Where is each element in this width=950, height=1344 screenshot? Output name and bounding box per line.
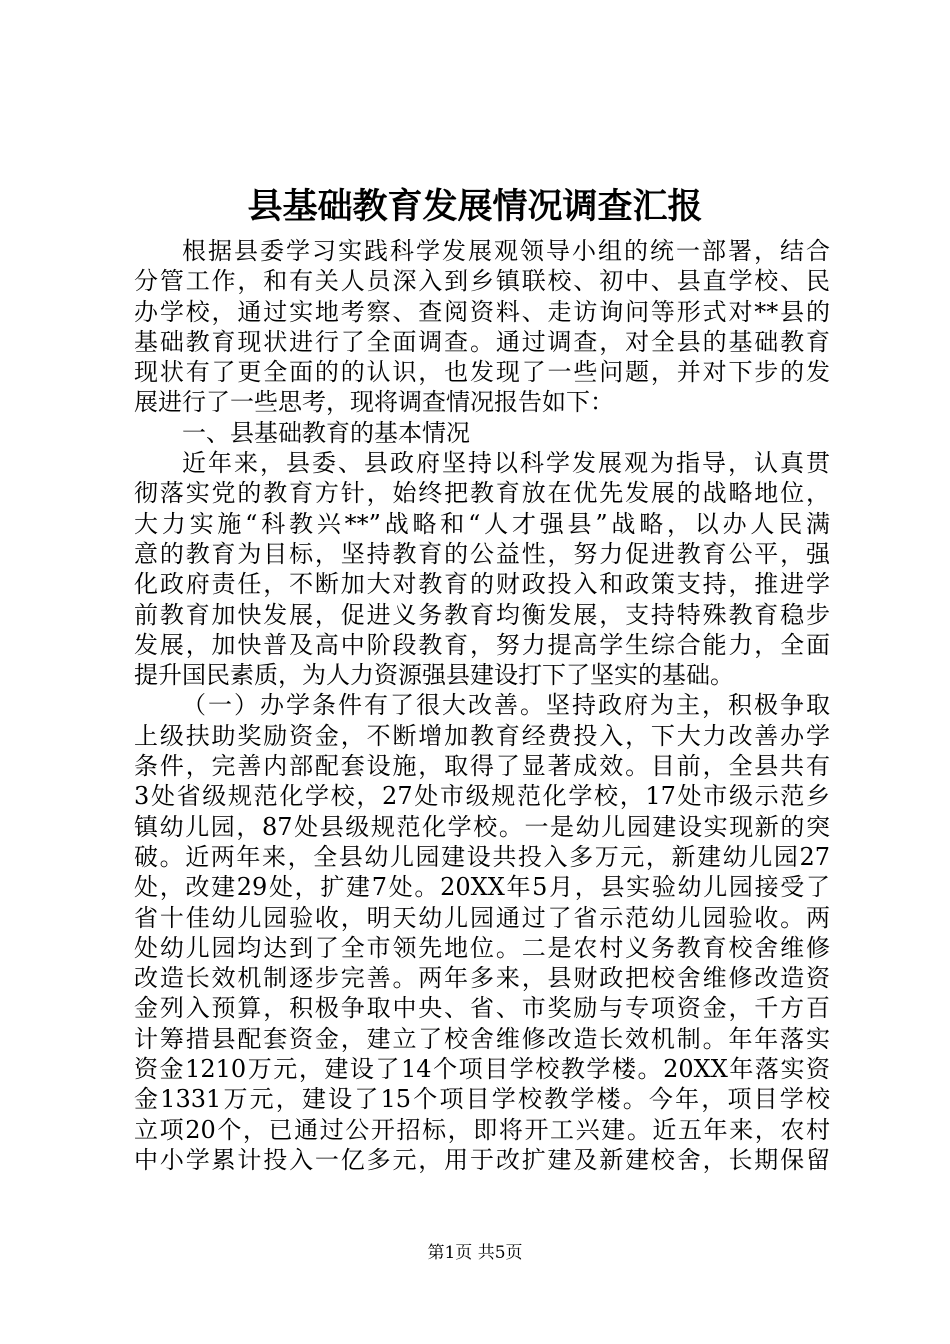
- text-line: 省十佳幼儿园验收，明天幼儿园通过了省示范幼儿园验收。两: [134, 903, 830, 932]
- text-line: 上级扶助奖励资金，不断增加教育经费投入，下大力改善办学: [134, 721, 830, 750]
- text-line: 金列入预算，积极争取中央、省、市奖励与专项资金，千方百: [134, 994, 830, 1023]
- text-line: 意的教育为目标，坚持教育的公益性，努力促进教育公平，强: [134, 539, 830, 568]
- text-line: 基础教育现状进行了全面调查。通过调查，对全县的基础教育: [134, 327, 830, 356]
- text-line: 资金1210万元，建设了14个项目学校教学楼。20XX年落实资: [134, 1055, 830, 1084]
- text-line: 3处省级规范化学校，27处市级规范化学校，17处市级示范乡: [134, 782, 830, 811]
- text-line: 现状有了更全面的的认识，也发现了一些问题，并对下步的发: [134, 358, 830, 387]
- page-footer: 第1页 共5页: [427, 1243, 523, 1263]
- text-line: 大力实施“科教兴**”战略和“人才强县”战略，以办人民满: [134, 509, 830, 538]
- text-line: 前教育加快发展，促进义务教育均衡发展，支持特殊教育稳步: [134, 600, 830, 629]
- text-line: 展进行了一些思考，现将调查情况报告如下：: [134, 388, 614, 417]
- text-line: 条件，完善内部配套设施，取得了显著成效。目前，全县共有: [134, 752, 830, 781]
- text-line: 改造长效机制逐步完善。两年多来，县财政把校舍维修改造资: [134, 964, 830, 993]
- text-line: 破。近两年来，全县幼儿园建设共投入多万元，新建幼儿园27: [134, 842, 830, 871]
- text-line: 提升国民素质，为人力资源强县建设打下了坚实的基础。: [134, 661, 734, 690]
- text-line: 近年来，县委、县政府坚持以科学发展观为指导，认真贯: [182, 449, 830, 478]
- document-body: [134, 236, 830, 1175]
- text-line: 处，改建29处，扩建7处。20XX年5月，县实验幼儿园接受了: [134, 873, 830, 902]
- text-line: 中小学累计投入一亿多元，用于改扩建及新建校舍，长期保留: [134, 1145, 830, 1174]
- text-line: 镇幼儿园，87处县级规范化学校。一是幼儿园建设实现新的突: [134, 812, 830, 841]
- text-line: 一、县基础教育的基本情况: [182, 418, 470, 447]
- text-line: 根据县委学习实践科学发展观领导小组的统一部署，结合: [182, 237, 830, 265]
- text-line: 发展，加快普及高中阶段教育，努力提高学生综合能力，全面: [134, 630, 830, 659]
- text-line: 办学校，通过实地考察、查阅资料、走访询问等形式对**县的: [134, 297, 830, 326]
- text-line: （一）办学条件有了很大改善。坚持政府为主，积极争取: [182, 691, 830, 720]
- text-line: 立项20个，已通过公开招标，即将开工兴建。近五年来，农村: [134, 1115, 830, 1144]
- text-line: 处幼儿园均达到了全市领先地位。二是农村义务教育校舍维修: [134, 933, 830, 962]
- text-line: 计筹措县配套资金，建立了校舍维修改造长效机制。年年落实: [134, 1024, 830, 1053]
- text-line: 金1331万元，建设了15个项目学校教学楼。今年，项目学校: [134, 1085, 830, 1114]
- document-title: 县基础教育发展情况调查汇报: [247, 186, 703, 227]
- text-line: 彻落实党的教育方针，始终把教育放在优先发展的战略地位，: [134, 479, 830, 508]
- text-line: 化政府责任，不断加大对教育的财政投入和政策支持，推进学: [134, 570, 830, 599]
- text-line: 分管工作，和有关人员深入到乡镇联校、初中、县直学校、民: [134, 267, 830, 296]
